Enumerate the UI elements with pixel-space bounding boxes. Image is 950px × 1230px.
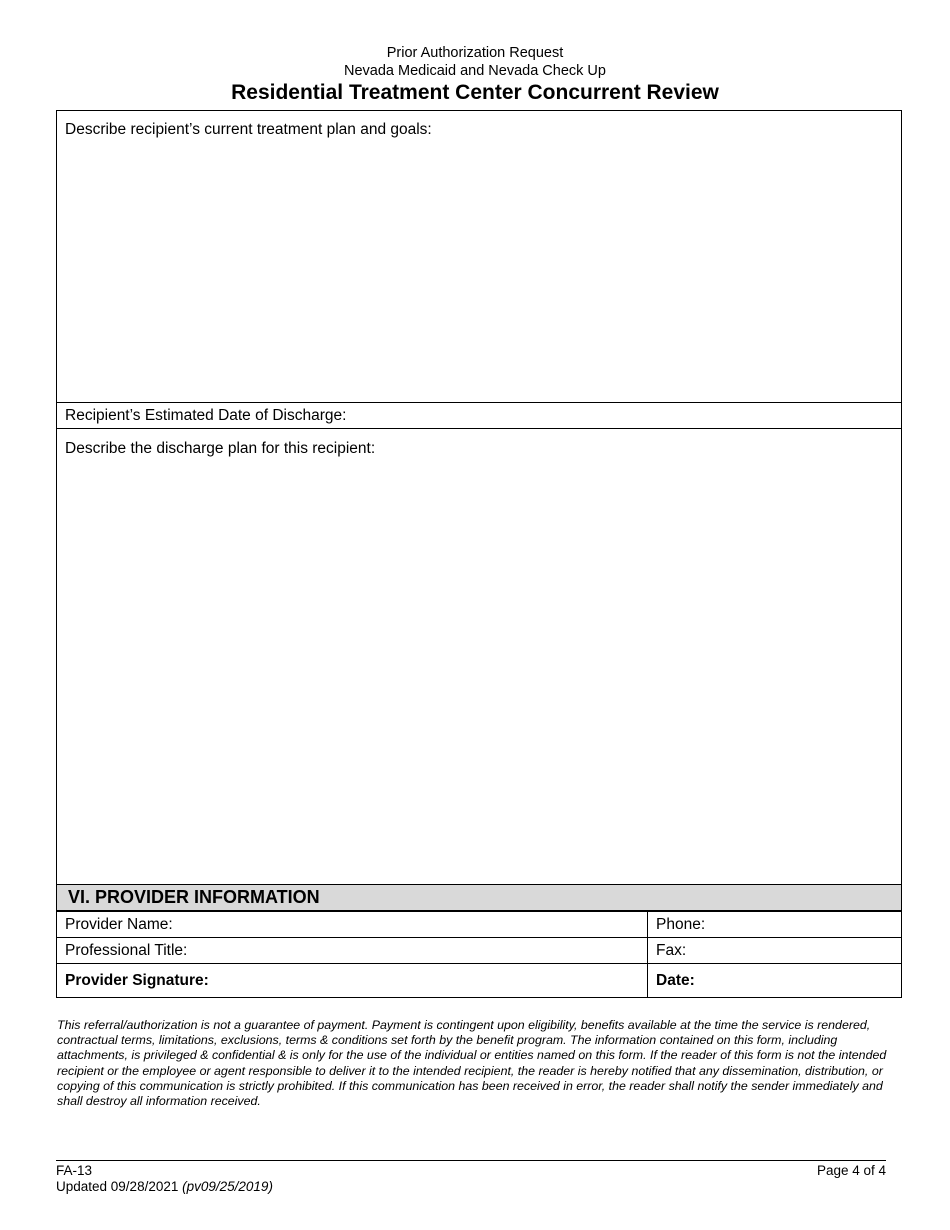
discharge-plan-field[interactable] (57, 429, 901, 885)
discharge-date-field[interactable] (57, 403, 901, 429)
section-title: VI. PROVIDER INFORMATION (68, 887, 320, 907)
header-line-1: Prior Authorization Request (386, 45, 564, 61)
professional-title-label: Professional Title: (65, 942, 188, 959)
signature-label: Provider Signature: (65, 972, 209, 989)
column-divider (647, 912, 648, 998)
provider-row-signature-date (57, 964, 901, 998)
provider-row-name-phone (57, 912, 901, 938)
page-number: Page 4 of 4 (816, 1163, 886, 1178)
discharge-plan-label: Describe the discharge plan for this recipient: (65, 440, 376, 457)
revision-info (56, 1179, 273, 1195)
discharge-date-label: Recipient’s Estimated Date of Discharge: (65, 407, 347, 424)
provider-row-title-fax (57, 938, 901, 964)
page-title: Residential Treatment Center Concurrent Review (231, 81, 719, 104)
header-line-2: Nevada Medicaid and Nevada Check Up (344, 63, 606, 79)
previous-version: (pv09/25/2019) (182, 1179, 273, 1194)
review-form (56, 110, 902, 998)
footer-left (56, 1163, 273, 1195)
disclaimer-text: This referral/authorization is not a guarantee of payment. Payment is contingent upon eligibility, benefits available at the time the service is rendered, contractual terms, limitations, exclusions, terms & conditions set forth by the benefit program. The information contained on this form, including attachments, is privileged & confidential & is only for the use of the individual or entities named on this form. If the reader of this form is not the intended recipient or the employee or agent responsible to deliver it to the intended recipient, the reader is hereby notified that any dissemination, distribution, or copying of this communication is strictly prohibited. If this communication has been received in error, the reader shall notify the sender immediately and shall destroy all information received. (57, 1018, 887, 1109)
treatment-plan-label: Describe recipient’s current treatment plan and goals: (65, 121, 432, 138)
treatment-plan-field[interactable] (57, 111, 901, 403)
form-header (0, 44, 950, 106)
phone-label: Phone: (656, 916, 706, 933)
updated-date: Updated 09/28/2021 (56, 1179, 179, 1194)
form-id: FA-13 (56, 1163, 93, 1178)
provider-name-label: Provider Name: (65, 916, 173, 933)
footer-divider (56, 1160, 886, 1161)
fax-label: Fax: (656, 942, 687, 959)
date-label: Date: (656, 972, 695, 989)
provider-section-header (57, 885, 901, 912)
